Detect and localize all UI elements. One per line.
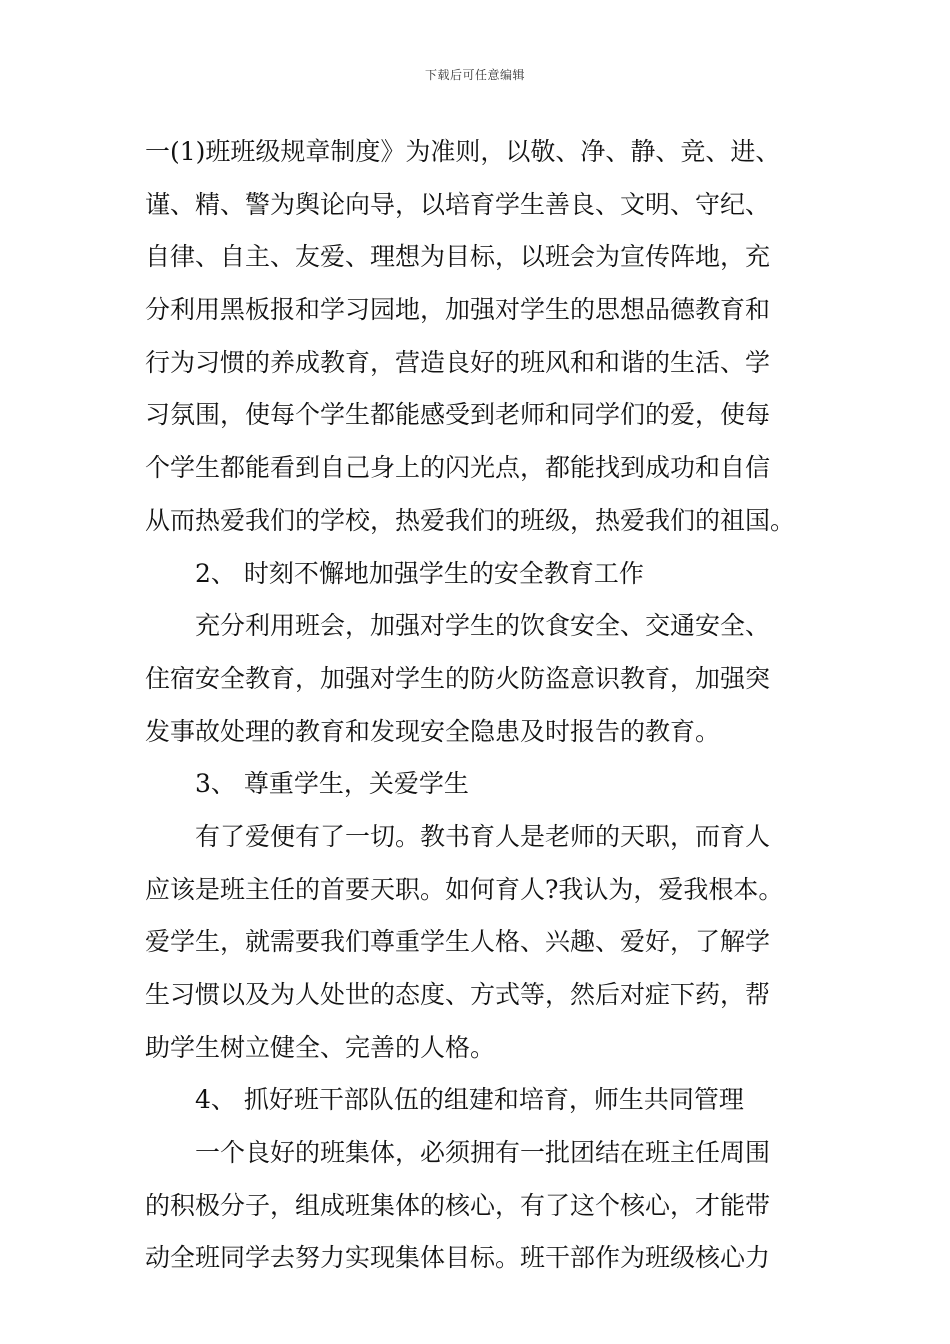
text-line: 行为习惯的养成教育，营造良好的班风和和谐的生活、学 [145,347,771,377]
text-line: 的积极分子，组成班集体的核心，有了这个核心，才能带 [145,1190,771,1220]
text-line: 生习惯以及为人处世的态度、方式等，然后对症下药，帮 [145,980,771,1009]
text-line: 应该是班主任的首要天职。如何育人?我认为，爱我根本。 [145,874,784,904]
text-line: 一(1)班班级规章制度》为准则，以敬、净、静、竞、进、 [145,137,781,166]
text-line: 住宿安全教育，加强对学生的防火防盗意识教育，加强突 [145,663,771,693]
text-line: 分利用黑板报和学习园地，加强对学生的思想品德教育和 [145,295,771,325]
text-line: 3、 尊重学生，关爱学生 [195,769,469,799]
text-line: 个学生都能看到自己身上的闪光点，都能找到成功和自信 [145,453,771,483]
text-line: 4、 抓好班干部队伍的组建和培育，师生共同管理 [195,1085,744,1115]
text-line: 充分利用班会，加强对学生的饮食安全、交通安全、 [195,611,771,641]
text-line: 2、 时刻不懈地加强学生的安全教育工作 [195,558,644,588]
text-line: 爱学生，就需要我们尊重学生人格、兴趣、爱好，了解学 [145,927,771,957]
text-line: 从而热爱我们的学校，热爱我们的班级，热爱我们的祖国。 [145,505,796,535]
text-line: 自律、自主、友爱、理想为目标，以班会为宣传阵地，充 [145,242,771,272]
text-line: 有了爱便有了一切。教书育人是老师的天职，而育人 [195,821,771,851]
body-text [145,126,810,1285]
text-line: 发事故处理的教育和发现安全隐患及时报告的教育。 [145,716,721,746]
text-line: 谨、精、警为舆论向导，以培育学生善良、文明、守纪、 [145,189,771,219]
text-line: 助学生树立健全、完善的人格。 [145,1032,496,1062]
text-line: 习氛围，使每个学生都能感受到老师和同学们的爱，使每 [145,400,771,430]
header-note: 下载后可任意编辑 [424,68,525,82]
text-line: 一个良好的班集体，必须拥有一批团结在班主任周围 [195,1138,771,1168]
text-line: 动全班同学去努力实现集体目标。班干部作为班级核心力 [145,1243,771,1273]
